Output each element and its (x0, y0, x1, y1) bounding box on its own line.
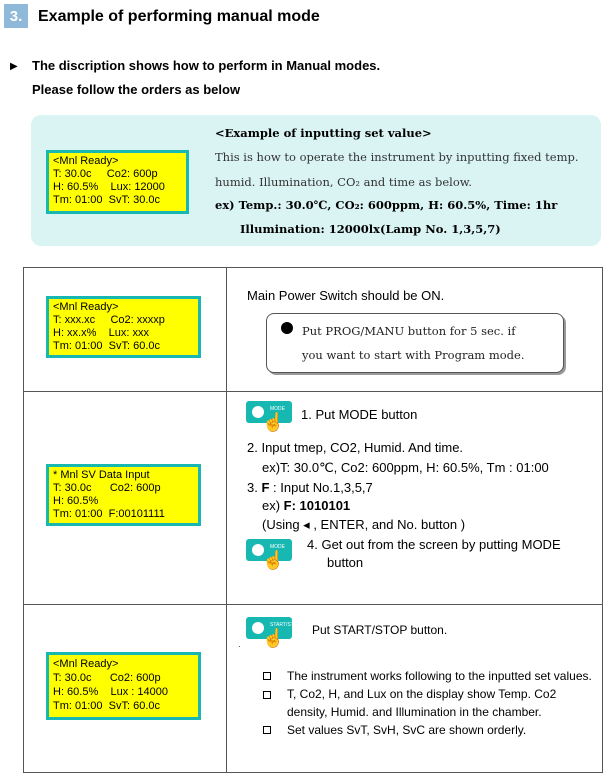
triangle-bullet-icon: ▶ (10, 61, 18, 72)
step2-line-4: 3. F : Input No.1,3,5,7 (247, 480, 373, 495)
step3-bullet-1: The instrument works following to the inputted set values. (287, 669, 592, 683)
example-values-2: Illumination: 12000lx(Lamp No. 1,3,5,7) (240, 222, 501, 236)
checkbox-bullet-icon (263, 726, 271, 734)
intro-line-2: Please follow the orders as below (32, 82, 241, 97)
section-number: 3. (4, 4, 28, 28)
pointing-hand-icon: ☝ (262, 550, 285, 570)
mode-button-label: MODE (270, 406, 285, 412)
mode-button[interactable] (246, 401, 292, 432)
pointing-hand-icon: ☝ (262, 628, 285, 648)
start-stop-button-label: START/STOP (270, 622, 301, 628)
bullet-icon (281, 322, 293, 334)
pointing-hand-icon: ☝ (262, 412, 285, 432)
mode-button[interactable] (246, 539, 292, 570)
table-row-divider (23, 391, 603, 392)
example-lcd-text: <Mnl Ready> T: 30.0c Co2: 600p H: 60.5% Lux: 12000 Tm: 01:00 SvT: 30.0c (49, 153, 186, 211)
step2-line-2: 2. Input tmep, CO2, Humid. And time. (247, 440, 464, 455)
intro-line-1: The discription shows how to perform in Manual modes. (32, 58, 381, 73)
step1-note-line-1: Put PROG/MANU button for 5 sec. if (302, 324, 516, 338)
table-row-divider (23, 604, 603, 605)
step2-line-3: ex)T: 30.0℃, Co2: 600ppm, H: 60.5%, Tm : 01:00 (262, 460, 549, 475)
step2-line-8: button (327, 555, 364, 570)
step2-lcd-text: * Mnl SV Data Input T: 30.0c Co2: 600p H: 60.5% Tm: 01:00 F:00101111 (49, 467, 198, 523)
step2-lcd-display (46, 464, 201, 526)
step3-line-1: Put START/STOP button. (312, 623, 448, 637)
step2-line-5: ex) F: 1010101 (262, 498, 351, 513)
step3-bullet-2b: density, Humid. and Illumination in the chamber. (287, 705, 542, 719)
checkbox-bullet-icon (263, 691, 271, 699)
step2-line-6: (Using ◂ , ENTER, and No. button ) (262, 517, 466, 532)
step3-bullet-2a: T, Co2, H, and Lux on the display show Temp. Co2 (287, 687, 557, 701)
step1-lcd-display (46, 296, 201, 358)
example-lcd-display (46, 150, 189, 214)
step1-note-line-2: you want to start with Program mode. (302, 348, 525, 362)
step1-lcd-text: <Mnl Ready> T: xxx.xc Co2: xxxxp H: xx.x% Lux: xxx Tm: 01:00 SvT: 60.0c (49, 299, 198, 355)
start-stop-button[interactable] (246, 617, 301, 648)
table-column-divider (226, 267, 227, 773)
step1-note-box (266, 313, 564, 373)
step2-line-7: 4. Get out from the screen by putting MODE (307, 537, 561, 552)
step3-bullet-3: Set values SvT, SvH, SvC are shown orderly. (287, 723, 527, 737)
example-desc-2: humid. Illumination, CO₂ and time as below. (215, 175, 472, 189)
section-title: Example of performing manual mode (38, 8, 320, 25)
dot-mark: · (238, 642, 241, 651)
step2-line-1: 1. Put MODE button (301, 407, 418, 422)
step3-lcd-display (46, 652, 201, 720)
example-values-1: ex) Temp.: 30.0℃, CO₂: 600ppm, H: 60.5%, Time: 1hr (215, 198, 558, 212)
checkbox-bullet-icon (263, 672, 271, 680)
step1-text: Main Power Switch should be ON. (247, 288, 445, 303)
step3-lcd-text: <Mnl Ready> T: 30.0c Co2: 600p H: 60.5% Lux : 14000 Tm: 01:00 SvT: 60.0c (49, 655, 198, 717)
example-heading: <Example of inputting set value> (215, 126, 432, 140)
example-desc-1: This is how to operate the instrument by inputting fixed temp. (215, 150, 579, 164)
mode-button-label: MODE (270, 544, 285, 550)
